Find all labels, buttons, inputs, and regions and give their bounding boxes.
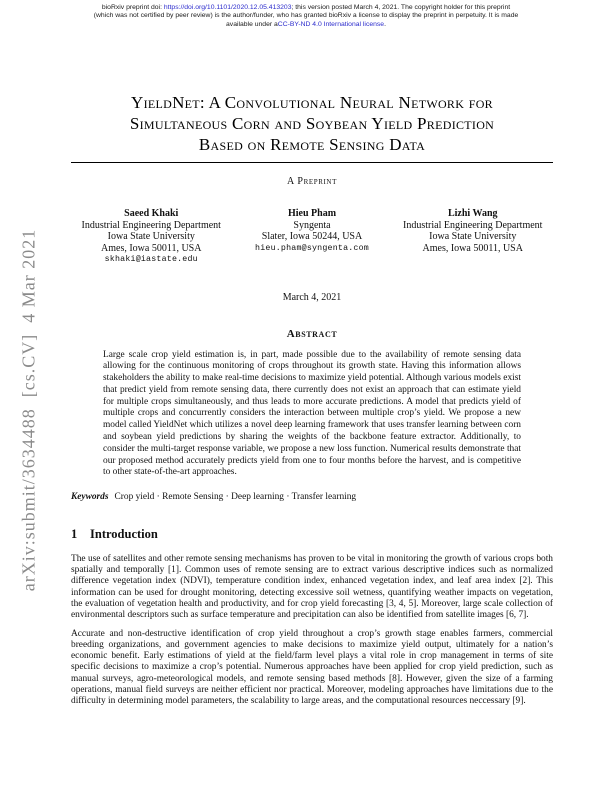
banner-line-2: (which was not certified by peer review) is the author/funder, who has granted bioRxiv a license to display the preprint in perpetuity. It is made <box>93 12 519 20</box>
abstract-text: Large scale crop yield estimation is, in part, made possible due to the availability of remote sensing data allowing for the continuous monitoring of crops throughout its growth state. Having this information allows stakeholders the ability to make real-time decisions to maximize yield potential. Although various models exist that predict yield from remote sensing data, there currently does not exist an approach that can estimate yield for multiple crops simultaneously, and thus leads to more accurate predictions. A model that predicts yield of multiple crops and concurrently considers the interaction between multiple crop’s yield. We propose a new model called YieldNet which utilizes a novel deep learning framework that uses transfer learning between corn and soybean yield predictions by sharing the weights of the backbone feature extractor. Additionally, to consider the multi-target response variable, we propose a new loss function. Numerical results demonstrate that our proposed method accurately predicts yield from one to four months before the harvest, and is competitive to other state-of-the-art approaches. <box>103 349 521 478</box>
section-1-title: Introduction <box>90 526 158 541</box>
author-2-email: hieu.pham@syngenta.com <box>255 243 369 253</box>
author-3-affil-2: Iowa State University <box>429 231 517 242</box>
publication-date: March 4, 2021 <box>282 291 342 303</box>
author-1-affil-3: Ames, Iowa 50011, USA <box>101 242 202 254</box>
preprint-label: A Preprint <box>287 176 337 187</box>
author-2-affil-1: Syngenta <box>293 219 331 231</box>
banner-line1-prefix: bioRxiv preprint doi: <box>101 4 164 11</box>
author-3-affil-3: Ames, Iowa 50011, USA <box>422 242 523 254</box>
keywords-list: Crop yield · Remote Sensing · Deep learning · Transfer learning <box>114 492 357 503</box>
banner-line3-prefix: available under a <box>226 20 278 28</box>
section-1-paragraph-2: Accurate and non-destructive identification of crop yield throughout a crop’s growth stage enables farmers, commercial breeding organizations, and government agencies to make decisions to maximize yield output, ultimately for a nation’s economic benefit. Early estimations of yield at the field/farm level plays a vital role in crop management in terms of site specific decisions to maximize a crop’s potential. Numerous approaches have been applied for crop yield prediction, such as manual surveys, agro-meteorological models, and remote sensing based methods [8]. However, given the size of a farming operations, manual field surveys are neither efficient nor practical. Moreover, modeling approaches have limitations due to the difficulty in determining model parameters, the scalability to large areas, and the computational resources neccessary [9]. <box>71 628 553 707</box>
author-1-name: Saeed Khaki <box>124 208 179 219</box>
author-2-affil-2: Slater, Iowa 50244, USA <box>261 231 363 242</box>
author-1-affil-1: Industrial Engineering Department <box>81 219 221 231</box>
author-3 <box>393 208 554 266</box>
author-2-name: Hieu Pham <box>287 208 337 219</box>
author-3-affil-1: Industrial Engineering Department <box>403 219 543 231</box>
title-rule <box>71 162 553 163</box>
keywords-label: Keywords <box>71 492 109 503</box>
author-2 <box>232 208 393 266</box>
doi-link[interactable]: https://doi.org/10.1101/2020.12.05.413203 <box>163 4 292 11</box>
section-1-paragraph-1: The use of satellites and other remote sensing mechanisms has proven to be vital in monitoring the growth of various crops both spatially and temporally [1]. Common uses of remote sensing are to extract various descriptive indices such as normalized difference vegetation index (NDVI), temperature condition index, enhanced vegetation index, and leaf area index [2]. This information can be used for drought monitoring, detecting excessive soil wetness, quantifying weather impacts on vegetation, the evaluation of vegetation health and productivity, and for crop yield forecasting [3, 4, 5]. Moreover, large scale collection of environmental descriptors such as surface temperature and precipitation can also be identified from satellite images [6, 7]. <box>71 553 553 621</box>
author-3-name: Lizhi Wang <box>447 208 498 219</box>
author-1-email: skhaki@iastate.edu <box>104 255 198 264</box>
paper-title <box>71 92 553 155</box>
banner-line1-suffix: ; this version posted March 4, 2021. The copyright holder for this preprint <box>291 4 511 11</box>
paper-content <box>71 0 553 708</box>
author-block <box>71 208 553 266</box>
arxiv-stamp: arXiv:submit/3634488 [cs.CV] 4 Mar 2021 <box>18 228 39 592</box>
author-1-affil-2: Iowa State University <box>107 231 195 242</box>
keywords-line <box>71 492 553 504</box>
abstract-heading: Abstract <box>286 327 338 340</box>
paper-title-line-1: YieldNet: A Convolutional Neural Network for <box>131 93 493 112</box>
paper-title-line-2: Simultaneous Corn and Soybean Yield Prediction <box>129 114 495 133</box>
paper-title-line-3: Based on Remote Sensing Data <box>198 135 426 154</box>
author-1 <box>71 208 232 266</box>
section-1-heading <box>71 527 553 542</box>
license-link[interactable]: CC-BY-ND 4.0 International license <box>277 20 385 28</box>
banner-line3-suffix: . <box>384 20 386 28</box>
section-1-number: 1 <box>71 526 78 541</box>
